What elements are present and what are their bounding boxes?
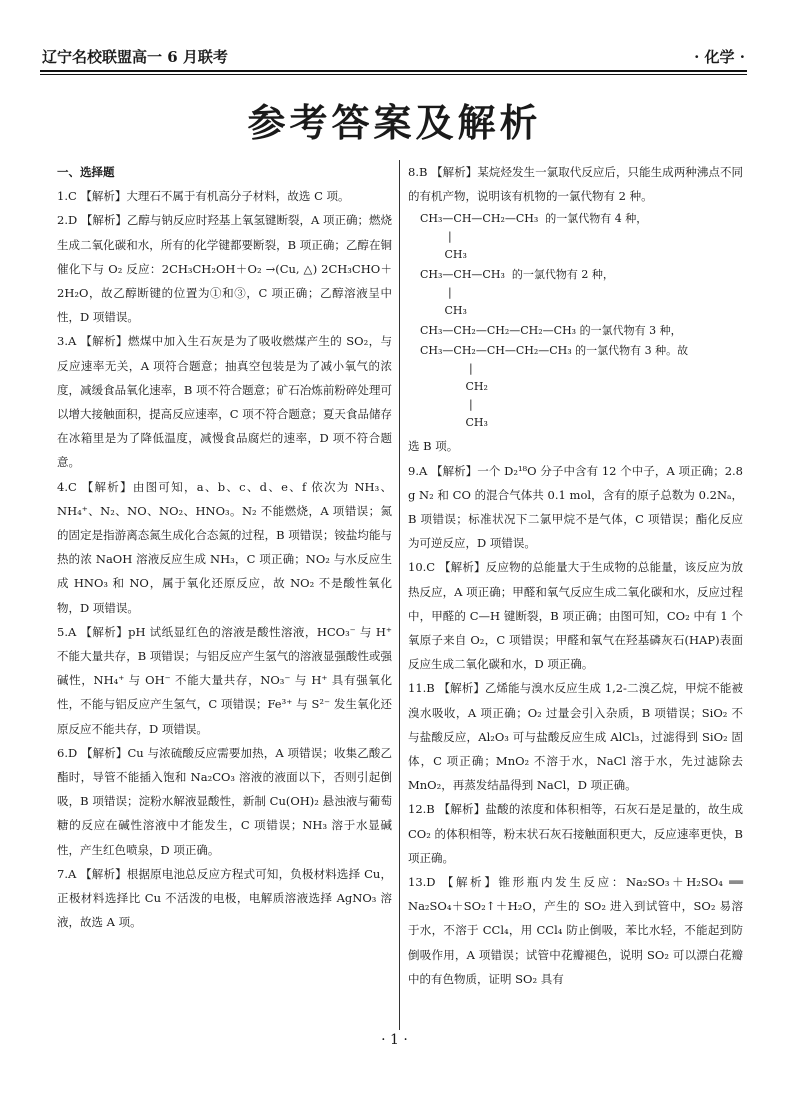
left-column [57,160,392,935]
right-column [408,160,743,991]
column-divider [399,160,400,1030]
molecule-2: CH₃—CH—CH₃ 的一氯代物有 2 种， | CH₃ [420,268,614,318]
answer-2: 2.D 【解析】乙醇与钠反应时羟基上氧氢键断裂，A 项正确；燃烧生成二氧化碳和水，所有的化学键都要断裂，B 项正确；乙醇在铜催化下与 O₂ 反应：2CH₃CH₂OH＋O₂ →(Cu, △) 2CH₃CHO＋2H₂O，故乙醇断键的位置为①和③，C 项正确；乙醇溶液呈中性，D 项错误。 [57,213,392,325]
page-number: · 1 · [381,1032,408,1048]
molecule-3: CH₃—CH₂—CH₂—CH₂—CH₃ 的一氯代物有 3 种， [420,324,682,338]
molecule-4: CH₃—CH₂—CH—CH₂—CH₃ 的一氯代物有 3 种。故 | CH₂ | CH₃ [420,344,689,430]
molecule-1: CH₃—CH—CH₂—CH₃ 的一氯代物有 4 种， | CH₃ [420,212,648,262]
answer-13: 13.D 【解析】锥形瓶内发生反应：Na₂SO₃＋H₂SO₄ ══ Na₂SO₄＋SO₂↑＋H₂O，产生的 SO₂ 进入到试管中，SO₂ 易溶于水，不溶于 CCl₄，用 CCl₄ 防止倒吸，苯比水轻，不能起到防倒吸作用，A 项错误；试管中花瓣褪色，说明 SO₂ 可以漂白花瓣中的有色物质，证明 SO₂ 具有 [408,875,743,986]
answer-1: 1.C 【解析】大理石不属于有机高分子材料，故选 C 项。 [57,189,350,204]
answer-6: 6.D 【解析】Cu 与浓硫酸反应需要加热，A 项错误；收集乙酸乙酯时，导管不能插入饱和 Na₂CO₃ 溶液的液面以下，否则引起倒吸，B 项错误；淀粉水解液显酸性，新制 Cu(OH)₂ 悬浊液与葡萄糖的反应在碱性溶液中才能发生，C 项错误；NH₃ 溶于水显碱性，产生红色喷泉，D 项正确。 [57,745,392,857]
exam-name: 辽宁名校联盟高一 6 月联考 [42,48,228,66]
answer-5: 5.A 【解析】pH 试纸显红色的溶液是酸性溶液，HCO₃⁻ 与 H⁺ 不能大量共存，B 项错误；与铝反应产生氢气的溶液显强酸性或强碱性，NH₄⁺ 与 OH⁻ 不能大量共存，NO₃⁻ 与 H⁺ 具有强氧化性，不能与铝反应产生氢气，C 项错误；Fe³⁺ 与 S²⁻ 发生氧化还原反应不能共存，D 项错误。 [57,624,392,736]
page-title: 参考答案及解析 [247,101,542,145]
answer-12: 12.B 【解析】盐酸的浓度和体积相等，石灰石是足量的，故生成 CO₂ 的体积相等，粉末状石灰石接触面积更大，反应速率更快，B 项正确。 [408,802,743,865]
answer-8-intro: 8.B 【解析】某烷烃发生一氯取代反应后，只能生成两种沸点不同的有机产物，说明该有机物的一氯代物有 2 种。 [408,165,743,204]
answer-10: 10.C 【解析】反应物的总能量大于生成物的总能量，该反应为放热反应，A 项正确；甲醛和氧气反应生成二氧化碳和水，反应过程中，甲醛的 C—H 键断裂，B 项正确；由图可知，CO₂ 中有 1 个氧原子来自 O₂，C 项错误；甲醛和氧气在羟基磷灰石(HAP)表面反应生成二氧化碳和水，D 项正确。 [408,560,743,672]
subject-label: · 化学 · [694,48,745,66]
header-rule-thin [40,74,747,75]
answer-3: 3.A 【解析】燃煤中加入生石灰是为了吸收燃煤产生的 SO₂，与反应速率无关，A 项符合题意；抽真空包装是为了减小氧气的浓度，减缓食品氧化速率，B 项不符合题意；矿石冶炼前粉碎处理可以增大接触面积，提高反应速率，C 项不符合题意；夏天食品储存在冰箱里是为了降低温度，减慢食品腐烂的速率，D 项不符合题意。 [57,334,392,470]
header-rule [40,70,747,72]
answer-4: 4.C 【解析】由图可知，a、b、c、d、e、f 依次为 NH₃、NH₄⁺、N₂、NO、NO₂、HNO₃。N₂ 不能燃烧，A 项错误；氮的固定是指游离态氮生成化合态氮的过程，B 项错误；铵盐均能与热的浓 NaOH 溶液反应生成 NH₃，C 项正确；NO₂ 与水反应生成 HNO₃ 和 NO，属于氧化还原反应，故 NO₂ 不是酸性氧化物，D 项错误。 [57,479,392,615]
answer-11: 11.B 【解析】乙烯能与溴水反应生成 1,2-二溴乙烷，甲烷不能被溴水吸收，A 项正确；O₂ 过量会引入杂质，B 项错误；SiO₂ 不与盐酸反应，Al₂O₃ 可与盐酸反应生成 AlCl₃，过滤得到 SiO₂ 固体，C 项正确；MnO₂ 不溶于水，NaCl 溶于水，先过滤除去 MnO₂，再蒸发结晶得到 NaCl，D 项正确。 [408,681,743,793]
page-header [40,38,747,68]
answer-8-conclusion: 选 B 项。 [408,439,459,454]
section-heading: 一、选择题 [57,165,115,179]
answer-9: 9.A 【解析】一个 D₂¹⁸O 分子中含有 12 个中子，A 项正确；2.8 g N₂ 和 CO 的混合气体共 0.1 mol，含有的原子总数为 0.2Nₐ，B 项错误；标准状况下二氯甲烷不是气体，C 项错误；酯化反应为可逆反应，D 项错误。 [408,463,743,551]
answer-7: 7.A 【解析】根据原电池总反应方程式可知，负极材料选择 Cu，正极材料选择比 Cu 不活泼的电极，电解质溶液选择 AgNO₃ 溶液，故选 A 项。 [57,866,392,930]
